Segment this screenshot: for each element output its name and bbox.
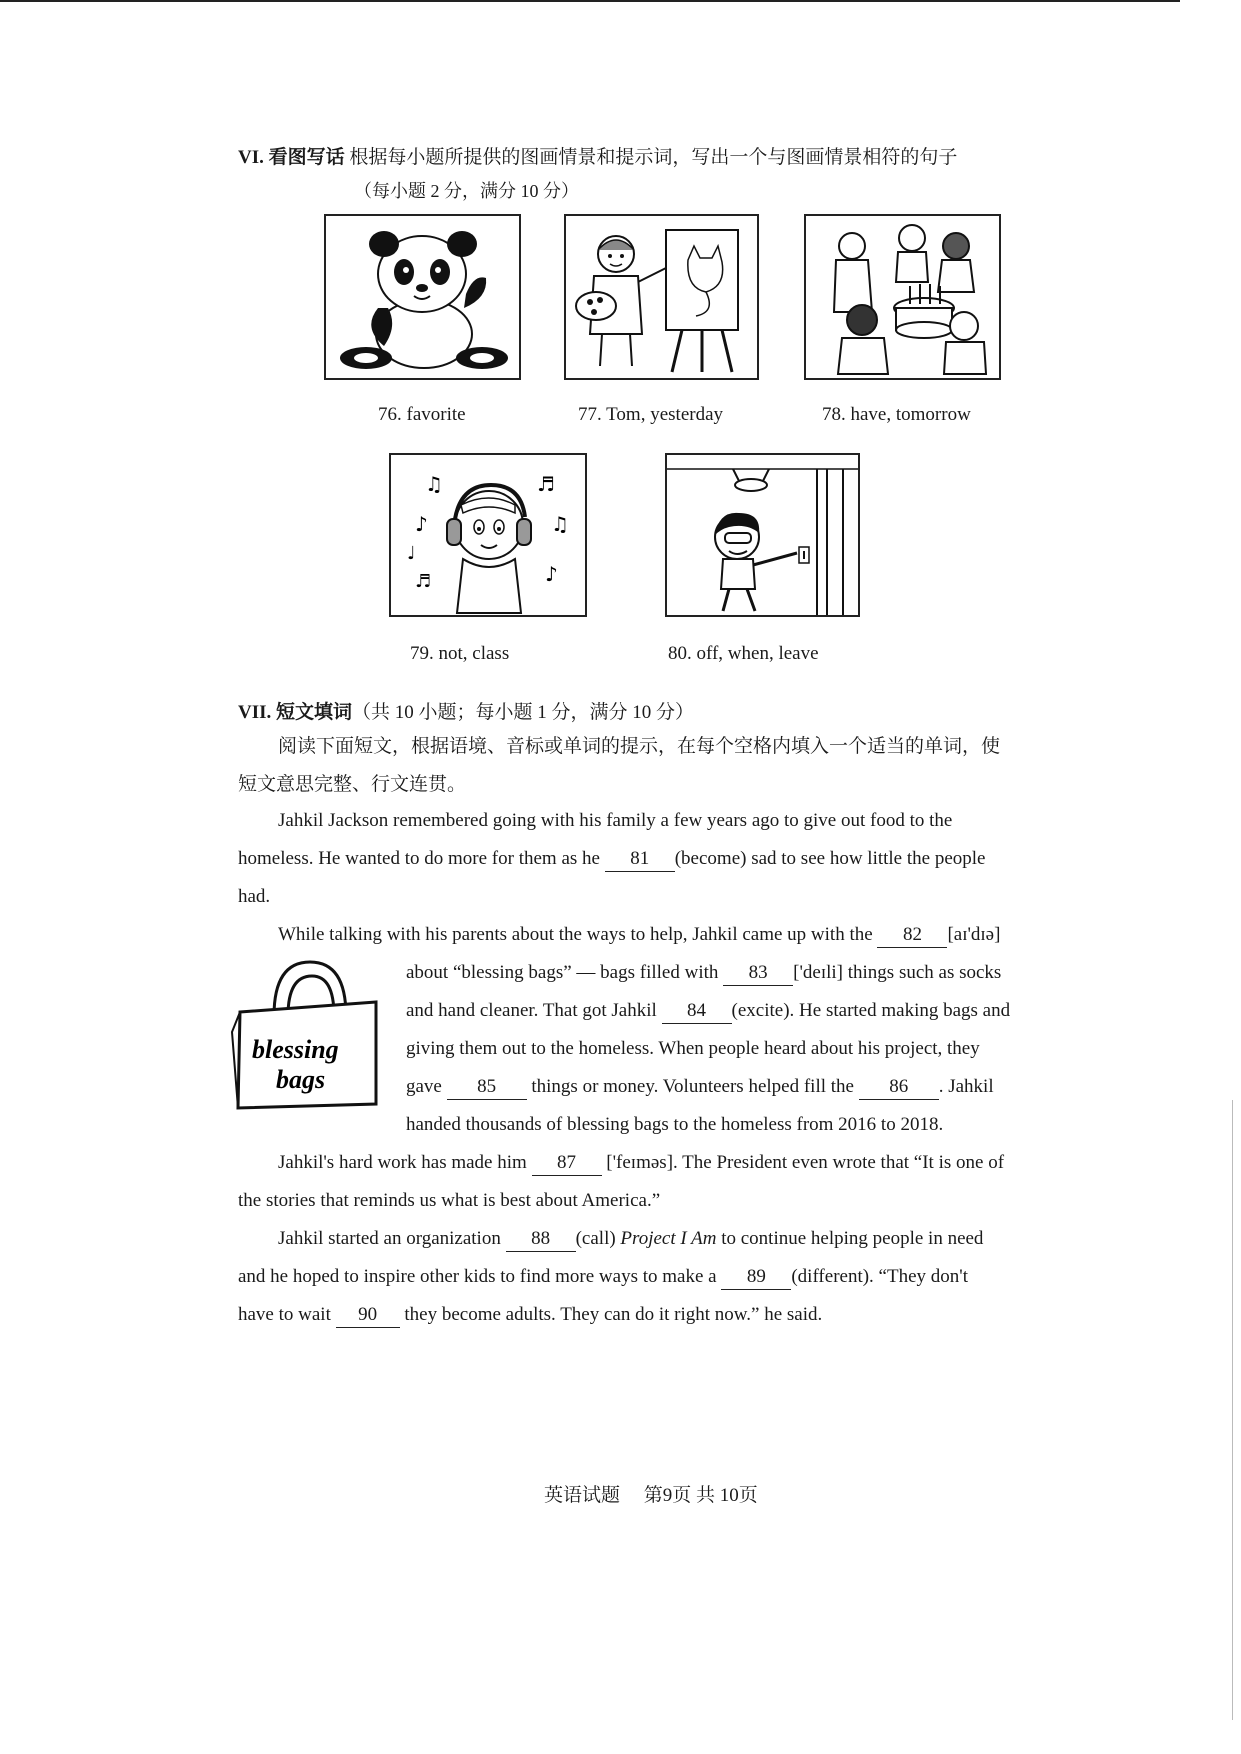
caption-77: 77. Tom, yesterday: [578, 404, 724, 425]
p2-line-c: and hand cleaner. That got Jahkil: [406, 1000, 657, 1021]
picture-77: [564, 214, 759, 380]
svg-text:♪: ♪: [545, 562, 558, 586]
section-6-score: （每小题 2 分，满分 10 分）: [354, 181, 579, 201]
hint-83: ['deɪli] things such as socks: [793, 962, 1002, 983]
p1-line-d: had.: [238, 886, 271, 907]
p4-line-a: Jahkil started an organization: [278, 1228, 501, 1249]
birthday-party-icon: [806, 216, 999, 378]
picture-80: [665, 453, 860, 617]
boy-painting-icon: [566, 216, 757, 378]
p2-line-d: giving them out to the homeless. When people heard about his project, they: [406, 1038, 980, 1059]
bag-label-line-1: blessing: [252, 1035, 339, 1064]
svg-text:♪: ♪: [415, 512, 428, 536]
caption-76: 76. favorite: [378, 404, 466, 425]
blank-83[interactable]: 83: [723, 961, 793, 986]
p2-line-h: handed thousands of blessing bags to the homeless from 2016 to 2018.: [406, 1114, 944, 1135]
passage-paragraph-2-body: [406, 954, 1122, 1144]
blank-81[interactable]: 81: [605, 847, 675, 872]
blank-82[interactable]: 82: [877, 923, 947, 948]
blank-88[interactable]: 88: [506, 1227, 576, 1252]
picture-76: [324, 214, 521, 380]
p3-line-b: ['feɪməs]. The President even wrote that “It is one of: [606, 1152, 1005, 1173]
hint-82: [aɪ'dɪə]: [947, 924, 1001, 945]
hint-84: (excite). He started making bags and: [731, 1000, 1011, 1021]
p4-line-b: (call): [575, 1228, 616, 1249]
p4-line-c: to continue helping people in need: [721, 1228, 984, 1249]
section-7-score: （共 10 小题；每小题 1 分，满分 10 分）: [352, 702, 695, 723]
picture-78: [804, 214, 1001, 380]
passage-paragraph-4: [238, 1220, 1120, 1334]
p3-line-c: the stories that reminds us what is best about America.”: [238, 1190, 661, 1211]
svg-text:♩: ♩: [407, 543, 416, 564]
top-border: [0, 0, 1180, 2]
p1-line-a: Jahkil Jackson remembered going with his family a few years ago to give out food to the: [278, 810, 953, 831]
project-name: Project I Am: [620, 1228, 717, 1249]
p2-line-a: While talking with his parents about the ways to help, Jahkil came up with the: [278, 924, 873, 945]
caption-79: 79. not, class: [410, 643, 510, 664]
section-7-intro-line-2: 短文意思完整、行文连贯。: [238, 774, 467, 795]
blank-86[interactable]: 86: [859, 1075, 939, 1100]
svg-text:♫: ♫: [425, 472, 443, 496]
blank-85[interactable]: 85: [447, 1075, 527, 1100]
svg-text:♬: ♬: [537, 472, 555, 496]
blank-84[interactable]: 84: [662, 999, 732, 1024]
passage-paragraph-3: [238, 1144, 1120, 1220]
section-7-intro-line-1: 阅读下面短文，根据语境、音标或单词的提示，在每个空格内填入一个适当的单词，使: [278, 736, 1001, 757]
p4-line-g: they become adults. They can do it right now.” he said.: [404, 1304, 823, 1325]
caption-78: 78. have, tomorrow: [822, 404, 971, 425]
panda-icon: [326, 216, 519, 378]
p2-line-b: about “blessing bags” — bags filled with: [406, 962, 719, 983]
p2-line-f: things or money. Volunteers helped fill the: [531, 1076, 854, 1097]
section-6-title: VI. 看图写话: [238, 147, 345, 168]
footer-page-number: 第9页 共 10页: [643, 1485, 758, 1506]
section-7-title: VII. 短文填词: [238, 702, 353, 723]
bag-label-line-2: bags: [276, 1065, 326, 1094]
picture-79: [389, 453, 587, 617]
svg-text:♫: ♫: [551, 512, 569, 536]
page-footer: [544, 1480, 758, 1507]
blank-89[interactable]: 89: [721, 1265, 791, 1290]
blank-87[interactable]: 87: [532, 1151, 602, 1176]
svg-text:♬: ♬: [415, 571, 432, 592]
passage-paragraph-1: [238, 802, 1120, 916]
p3-line-a: Jahkil's hard work has made him: [278, 1152, 527, 1173]
p2-line-g: . Jahkil: [938, 1076, 994, 1097]
footer-subject: 英语试题: [544, 1485, 621, 1506]
p2-line-e: gave: [406, 1076, 442, 1097]
scan-edge: [1232, 1100, 1233, 1720]
section-6-instruction: 根据每小题所提供的图画情景和提示词，写出一个与图画情景相符的句子: [349, 147, 958, 168]
blank-90[interactable]: 90: [336, 1303, 400, 1328]
p4-line-d: and he hoped to inspire other kids to find more ways to make a: [238, 1266, 717, 1287]
section-6-heading: [238, 142, 957, 169]
section-7-heading: [238, 697, 694, 724]
girl-headphones-icon: [391, 455, 585, 615]
p4-line-f: have to wait: [238, 1304, 331, 1325]
boy-switch-light-icon: [667, 455, 858, 615]
p1-line-b: homeless. He wanted to do more for them as he: [238, 848, 600, 869]
passage-paragraph-2-first-line: [278, 916, 1120, 954]
p1-line-c: (become) sad to see how little the people: [674, 848, 986, 869]
p4-line-e: (different). “They don't: [791, 1266, 968, 1287]
blessing-bag-icon: [226, 954, 391, 1114]
caption-80: 80. off, when, leave: [668, 643, 819, 664]
